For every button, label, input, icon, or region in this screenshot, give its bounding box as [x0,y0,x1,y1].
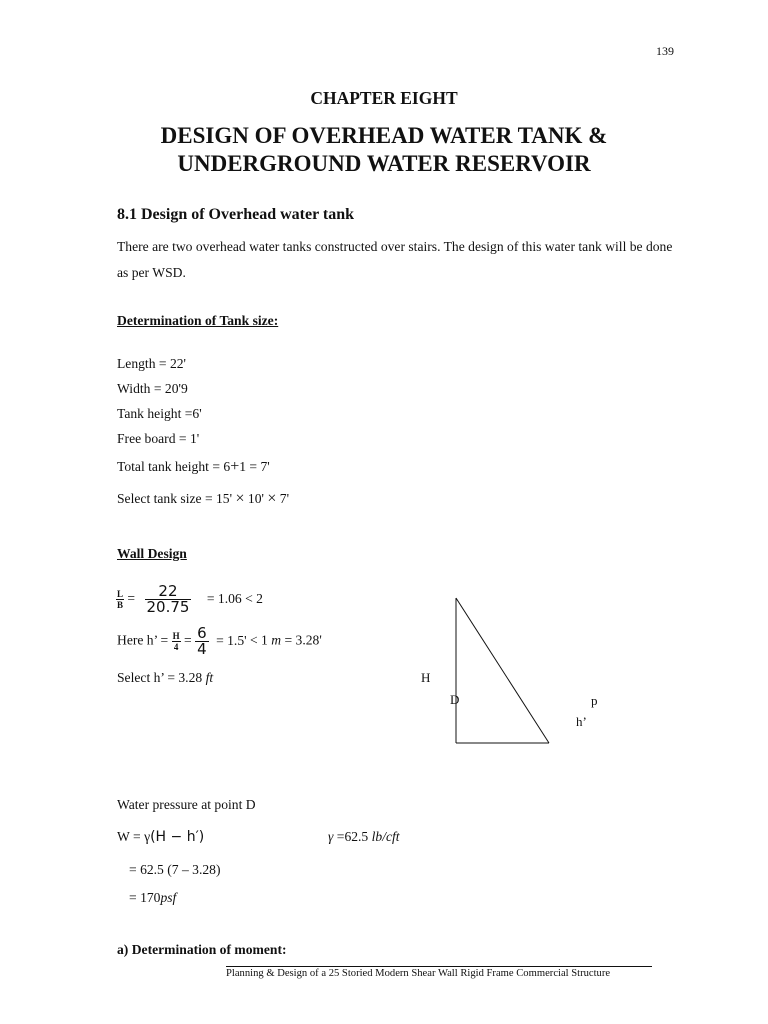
chapter-title [0,122,768,178]
six-numerator: 6 [197,624,207,642]
tank-size-mid: 10' [244,491,268,506]
less-than-sign: < [249,632,258,648]
pressure-intro: Water pressure at point D [117,797,256,812]
total-height-line [117,458,270,476]
total-height-prefix: Total tank height = 6 [117,459,231,474]
lb-numerator: L [117,589,124,599]
gamma-symbol: γ [328,829,334,844]
pressure-calc-1 [129,862,221,878]
calc1-minus: – [181,862,189,877]
calc2-prefix: = 170 [129,890,161,905]
title-line-1: DESIGN OF OVERHEAD WATER TANK & [160,123,608,148]
h-numerator: H [172,631,180,641]
psf-unit: psf [160,890,177,905]
footer-text: Planning & Design of a 25 Storied Modern Shear Wall Rigid Frame Commercial Structure [226,968,611,979]
four-denominator: 4 [197,640,207,658]
times-sign-2: × [267,490,277,507]
total-height-suffix: 1 = 7' [239,459,270,474]
lb-value-fraction [145,584,192,615]
w-gamma: γ [144,829,151,844]
lb-value-denominator: 20.75 [146,598,190,616]
hypotenuse-line [456,598,549,743]
feet-unit: ft [205,670,214,685]
w-expression: (H − h′) [150,829,205,845]
tank-size-line [117,490,289,508]
h-prime-equation [117,626,322,657]
w-prefix: W = [117,829,145,844]
gamma-equals: = [333,829,345,844]
lb-result: = 1.06 < 2 [206,590,263,606]
tank-size-heading: Determination of Tank size: [117,313,279,328]
plus-sign: + [230,458,240,475]
lb-denominator: B [117,600,124,610]
chapter-label: CHAPTER EIGHT [310,88,458,108]
width-line: Width = 20'9 [117,381,188,396]
h-denominator: 4 [173,642,179,652]
pressure-diagram [440,590,570,750]
section-heading: 8.1 Design of Overhead water tank [117,206,355,223]
diagram-label-h: H [421,670,431,685]
wall-design-heading: Wall Design [117,546,187,561]
diagram-label-h-prime: h’ [576,714,587,729]
calc1-suffix: 3.28) [188,862,221,877]
h-result-c: = 3.28' [281,632,322,648]
select-h-prefix: Select h’ = 3.28 [117,670,206,685]
times-sign-1: × [235,490,245,507]
lb-value-numerator: 22 [145,584,192,600]
gamma-definition [328,829,400,845]
lb-ratio-equation [116,584,263,615]
gamma-unit: lb/cft [371,829,400,844]
diagram-label-p: p [591,693,598,708]
meter-unit: m [271,632,282,648]
h-prime-prefix: Here h’ = [117,632,169,648]
page-number: 139 [656,44,674,58]
title-line-2: UNDERGROUND WATER RESERVOIR [177,151,591,176]
gamma-value: 62.5 [344,829,372,844]
intro-paragraph: There are two overhead water tanks constructed over stairs. The design of this water tank will be done as per WSD. [117,239,673,280]
free-board-line: Free board = 1' [117,431,200,446]
six-over-four-fraction [195,626,209,657]
tank-size-prefix: Select tank size = 15' [117,491,236,506]
lb-equals: = [127,590,136,606]
length-line: Length = 22' [117,356,187,371]
h-equals: = [184,632,192,648]
w-equation [117,829,204,845]
footer-rule [226,966,652,967]
lb-fraction [116,589,124,610]
tank-size-suffix: 7' [276,491,290,506]
pressure-calc-2 [129,890,176,906]
h-over-4-fraction [172,631,181,652]
diagram-label-d: D [450,692,460,707]
calc1-prefix: = 62.5 (7 [129,862,182,877]
h-result-b: 1 [257,632,272,648]
moment-heading: a) Determination of moment: [117,942,287,957]
h-result-a: = 1.5' [216,632,250,648]
select-h-line [117,670,213,686]
tank-height-line: Tank height =6' [117,406,202,421]
